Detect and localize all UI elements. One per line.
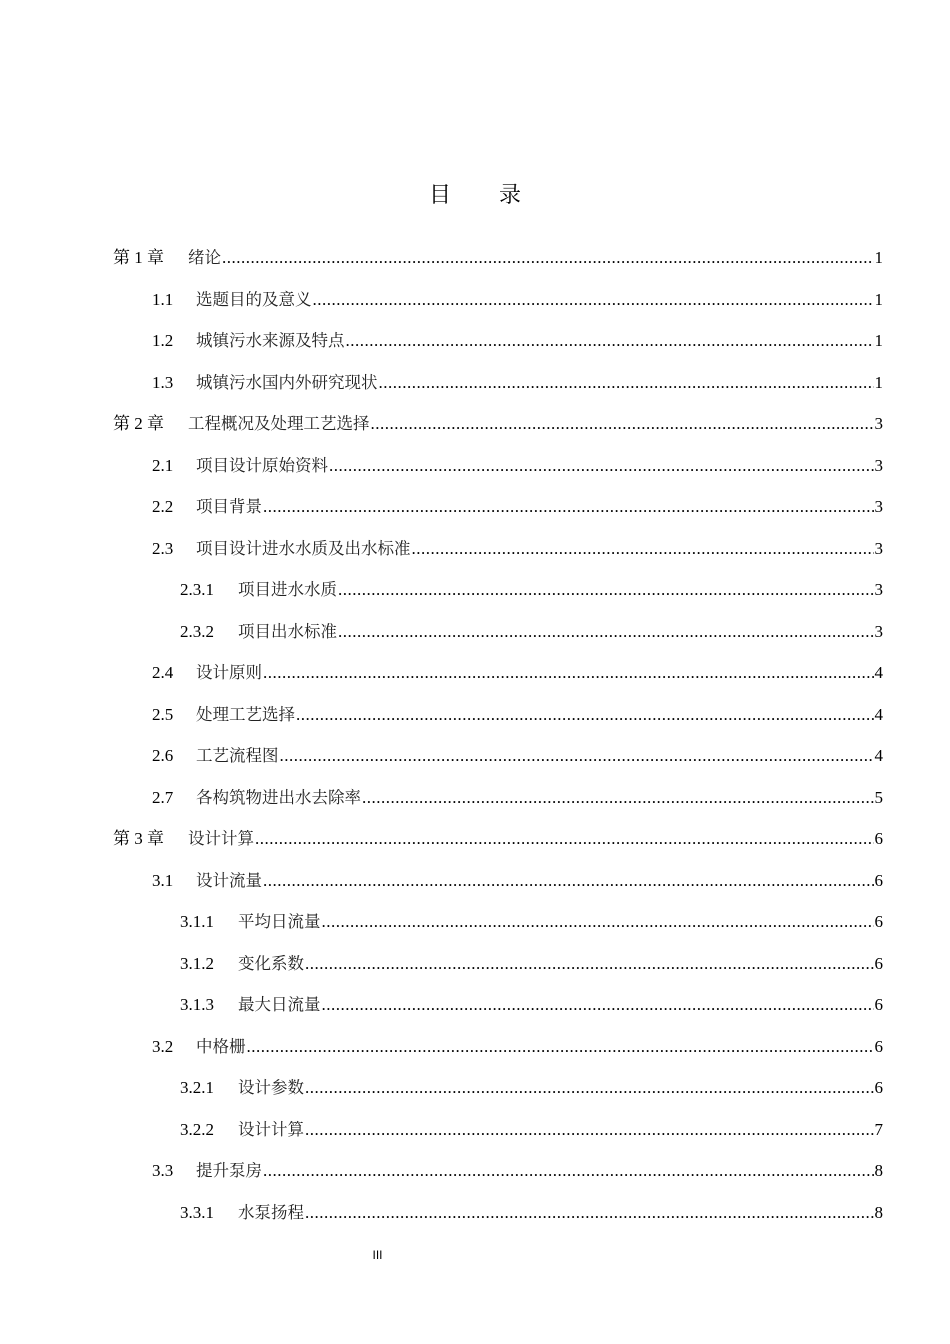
dot-leader xyxy=(305,1067,874,1109)
toc-entry-title: 变化系数 xyxy=(238,953,304,973)
toc-entry[interactable] xyxy=(113,1192,883,1234)
toc-entry-title: 设计参数 xyxy=(238,1078,304,1097)
title-char: 目 xyxy=(428,183,451,208)
toc-entry-page: 1 xyxy=(874,289,883,309)
toc-entry-page: 1 xyxy=(874,331,883,350)
toc-entry[interactable] xyxy=(113,237,883,279)
toc-entry-title: 项目进水水质 xyxy=(238,580,337,599)
toc-entry-page: 3 xyxy=(874,414,883,433)
toc-entry[interactable] xyxy=(113,445,883,487)
dot-leader xyxy=(222,237,874,279)
toc-entry[interactable] xyxy=(113,1026,883,1068)
toc-entry-number: 3.2.1 xyxy=(180,1078,214,1097)
dot-leader xyxy=(305,943,874,985)
toc-entry[interactable] xyxy=(113,652,883,694)
toc-entry[interactable] xyxy=(113,694,883,736)
toc-entry-number: 2.1 xyxy=(152,455,174,475)
toc-entry-page: 6 xyxy=(874,1078,883,1097)
toc-entry-title: 项目设计原始资料 xyxy=(196,455,328,475)
toc-entry[interactable] xyxy=(113,860,883,902)
toc-entry[interactable] xyxy=(113,1150,883,1192)
toc-entry-number: 2.6 xyxy=(152,746,174,765)
toc-entry[interactable] xyxy=(113,320,883,362)
toc-entry-title: 处理工艺选择 xyxy=(196,704,295,724)
toc-entry[interactable] xyxy=(113,403,883,445)
toc-entry-number: 2.3 xyxy=(152,538,174,558)
dot-leader xyxy=(263,860,874,902)
toc-entry-title: 选题目的及意义 xyxy=(196,289,312,309)
toc-entry-page: 4 xyxy=(874,746,883,765)
toc-entry-page: 3 xyxy=(874,621,883,641)
toc-entry-title: 设计流量 xyxy=(196,870,262,890)
toc-entry-title: 项目设计进水水质及出水标准 xyxy=(196,538,411,558)
toc-entry-number: 第 1 章 xyxy=(113,248,164,267)
toc-entry-page: 6 xyxy=(874,912,883,931)
dot-leader xyxy=(255,818,874,860)
toc-entry-page: 6 xyxy=(874,1036,883,1056)
toc-entry-page: 1 xyxy=(874,372,883,392)
toc-entry-number: 3.1 xyxy=(152,870,174,890)
toc-entry-title: 设计原则 xyxy=(196,663,262,682)
toc-entry-number: 3.1.2 xyxy=(180,953,214,973)
toc-entry[interactable] xyxy=(113,486,883,528)
toc-entry[interactable] xyxy=(113,735,883,777)
toc-entry-page: 1 xyxy=(874,248,883,267)
toc-entry-number: 第 2 章 xyxy=(113,414,164,433)
toc-entry-page: 3 xyxy=(874,455,883,475)
dot-leader xyxy=(296,694,874,736)
table-of-contents xyxy=(113,237,883,1233)
toc-entry-title: 城镇污水国内外研究现状 xyxy=(196,372,378,392)
toc-entry-title: 设计计算 xyxy=(188,829,254,848)
toc-entry-page: 4 xyxy=(874,663,883,682)
toc-entry-page: 6 xyxy=(874,953,883,973)
toc-entry[interactable] xyxy=(113,1067,883,1109)
toc-entry-number: 1.1 xyxy=(152,289,174,309)
toc-entry-page: 3 xyxy=(874,497,883,516)
toc-entry-number: 2.4 xyxy=(152,663,174,682)
dot-leader xyxy=(313,279,874,321)
dot-leader xyxy=(346,320,874,362)
toc-entry[interactable] xyxy=(113,279,883,321)
toc-entry-number: 2.3.2 xyxy=(180,621,214,641)
toc-entry-number: 1.2 xyxy=(152,331,174,350)
toc-entry-title: 各构筑物进出水去除率 xyxy=(196,787,361,807)
toc-entry[interactable] xyxy=(113,901,883,943)
dot-leader xyxy=(371,403,874,445)
toc-entry-title: 设计计算 xyxy=(238,1119,304,1139)
dot-leader xyxy=(412,528,874,570)
toc-entry-page: 6 xyxy=(874,870,883,890)
toc-entry-page: 8 xyxy=(874,1161,883,1180)
title-char: 录 xyxy=(499,183,522,208)
toc-entry[interactable] xyxy=(113,611,883,653)
dot-leader xyxy=(263,486,874,528)
dot-leader xyxy=(338,569,874,611)
toc-entry-title: 城镇污水来源及特点 xyxy=(196,331,345,350)
page-footer-number: III xyxy=(372,1248,383,1262)
dot-leader xyxy=(329,445,874,487)
dot-leader xyxy=(322,984,874,1026)
toc-entry-page: 3 xyxy=(874,538,883,558)
toc-entry-title: 工艺流程图 xyxy=(196,746,279,765)
toc-entry-number: 3.3.1 xyxy=(180,1202,214,1222)
toc-entry-number: 3.1.3 xyxy=(180,995,214,1014)
dot-leader xyxy=(263,652,874,694)
toc-entry-title: 水泵扬程 xyxy=(238,1202,304,1222)
toc-entry[interactable] xyxy=(113,528,883,570)
toc-entry-number: 3.1.1 xyxy=(180,912,214,931)
toc-entry-title: 工程概况及处理工艺选择 xyxy=(188,414,370,433)
toc-entry[interactable] xyxy=(113,943,883,985)
page-title xyxy=(0,178,950,209)
toc-entry-number: 3.2 xyxy=(152,1036,174,1056)
toc-entry-page: 6 xyxy=(874,829,883,848)
toc-entry-page: 3 xyxy=(874,580,883,599)
dot-leader xyxy=(338,611,874,653)
toc-entry-number: 1.3 xyxy=(152,372,174,392)
dot-leader xyxy=(362,777,874,819)
toc-entry[interactable] xyxy=(113,362,883,404)
toc-entry-page: 4 xyxy=(874,704,883,724)
dot-leader xyxy=(322,901,874,943)
toc-entry[interactable] xyxy=(113,569,883,611)
toc-entry[interactable] xyxy=(113,1109,883,1151)
dot-leader xyxy=(305,1109,874,1151)
toc-entry-title: 中格栅 xyxy=(196,1036,246,1056)
toc-entry[interactable] xyxy=(113,984,883,1026)
toc-entry-title: 项目背景 xyxy=(196,497,262,516)
dot-leader xyxy=(247,1026,874,1068)
toc-entry-page: 7 xyxy=(874,1119,883,1139)
toc-entry-title: 提升泵房 xyxy=(196,1161,262,1180)
toc-entry-number: 2.7 xyxy=(152,787,174,807)
toc-entry-title: 绪论 xyxy=(188,248,221,267)
toc-entry-number: 2.2 xyxy=(152,497,174,516)
toc-entry-page: 5 xyxy=(874,787,883,807)
toc-entry-page: 6 xyxy=(874,995,883,1014)
toc-entry-number: 2.5 xyxy=(152,704,174,724)
dot-leader xyxy=(280,735,874,777)
dot-leader xyxy=(379,362,874,404)
toc-entry[interactable] xyxy=(113,777,883,819)
toc-entry-page: 8 xyxy=(874,1202,883,1222)
toc-entry-number: 第 3 章 xyxy=(113,829,164,848)
toc-entry[interactable] xyxy=(113,818,883,860)
toc-entry-number: 2.3.1 xyxy=(180,580,214,599)
toc-entry-number: 3.3 xyxy=(152,1161,174,1180)
toc-entry-title: 平均日流量 xyxy=(238,912,321,931)
dot-leader xyxy=(263,1150,874,1192)
toc-entry-title: 项目出水标准 xyxy=(238,621,337,641)
dot-leader xyxy=(305,1192,874,1234)
toc-entry-number: 3.2.2 xyxy=(180,1119,214,1139)
toc-entry-title: 最大日流量 xyxy=(238,995,321,1014)
